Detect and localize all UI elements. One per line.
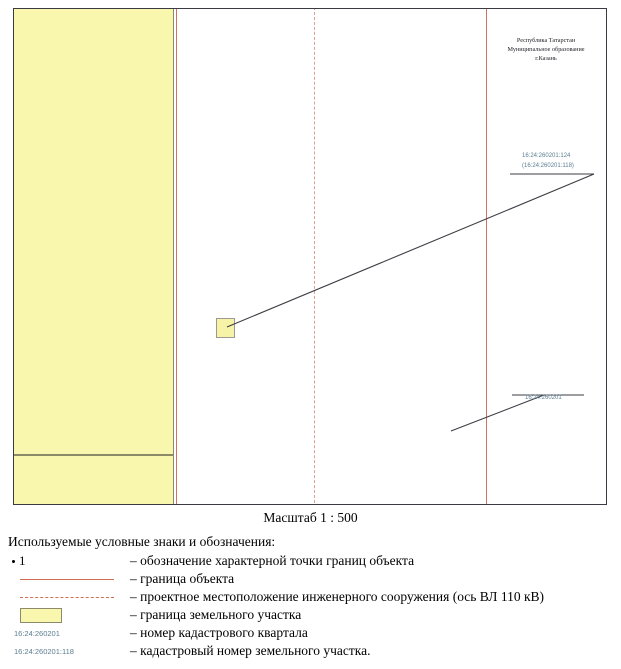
- cadastral-parcel-symbol-text: 16:24:260201:118: [14, 646, 74, 656]
- legend-row: [8, 588, 613, 606]
- yellow-box-symbol: [8, 606, 130, 624]
- municipality-line-1: Республика Татарстан: [516, 37, 576, 44]
- parcel-swatch-icon: [20, 608, 62, 623]
- legend-description: – кадастровый номер земельного участка.: [130, 643, 371, 658]
- point-number-label: 1: [19, 553, 26, 568]
- solid-line-icon: [20, 579, 114, 580]
- legend-description: – граница объекта: [130, 571, 235, 586]
- point-dot-icon: [12, 560, 15, 563]
- cadastral-quarter-number-label: 16:24:260201: [525, 395, 562, 401]
- cadastral-quarter-symbol: [8, 624, 130, 642]
- solid-line-symbol: [8, 570, 130, 588]
- cadastral-quarter-symbol-text: 16:24:260201: [14, 628, 60, 638]
- legend-row: [8, 570, 613, 588]
- cadastral-parcel-number-label: [522, 152, 574, 171]
- legend-row: [8, 552, 613, 570]
- dashed-line-symbol: [8, 588, 130, 606]
- point-marker-symbol: [8, 552, 130, 570]
- map-frame: [13, 8, 607, 505]
- legend-title: Используемые условные знаки и обозначения:: [8, 534, 276, 549]
- scale-caption: Масштаб 1 : 500: [263, 510, 358, 525]
- cadastral-parcel-symbol: [8, 642, 130, 660]
- legend-description: – номер кадастрового квартала: [130, 625, 308, 640]
- leader-line-quarter-label: [14, 9, 607, 505]
- legend-description: – граница земельного участка: [130, 607, 302, 622]
- point-marker-symbol-text: [12, 553, 26, 569]
- legend-row: [8, 642, 613, 660]
- legend-row: [8, 624, 613, 642]
- cadastral-parcel-number-secondary: (16:24:260201:118): [522, 162, 574, 169]
- municipality-label: [491, 36, 601, 63]
- municipality-line-3: г.Казань: [535, 55, 557, 62]
- cadastral-parcel-number-primary: 16:24:260201:124: [522, 153, 571, 159]
- dashed-line-icon: [20, 597, 114, 598]
- legend-description: – проектное местоположение инженерного сооружения (ось ВЛ 110 кВ): [130, 589, 545, 604]
- legend: [8, 534, 613, 660]
- legend-row: [8, 606, 613, 624]
- municipality-line-2: Муниципальное образование: [507, 46, 585, 53]
- legend-description: – обозначение характерной точки границ объекта: [130, 553, 415, 568]
